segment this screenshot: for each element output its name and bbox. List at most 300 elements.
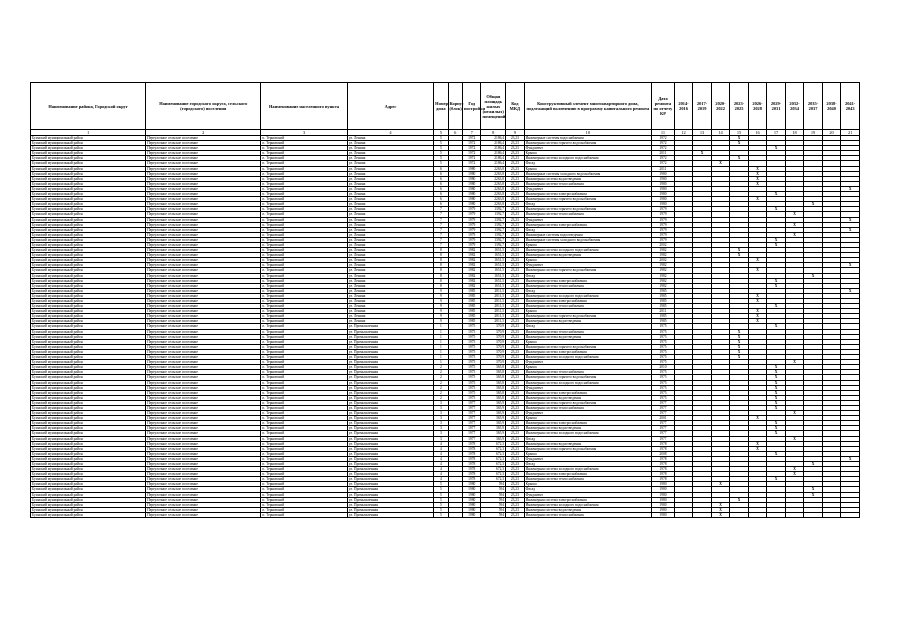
address-cell: ул. Промышленная — [347, 436, 433, 441]
period-mark: X — [767, 405, 786, 410]
element-cell: Инженерные системы холодного водоснабжения — [524, 171, 652, 176]
settlement-cell: Переулочное сельское поселение — [146, 375, 261, 380]
settlement-cell: Переулочное сельское поселение — [146, 181, 261, 186]
code-cell: 23,23 — [506, 497, 525, 502]
period-mark: X — [767, 426, 786, 431]
element-cell: Инженерные системы водоснабжения — [524, 136, 652, 141]
settlement-cell: Переулочное сельское поселение — [146, 273, 261, 278]
year-cell: 1975 — [462, 370, 481, 375]
house-number-cell: 1 — [434, 324, 448, 329]
repair-date-cell: 1985 — [652, 288, 675, 293]
district-cell: Буинский муниципальный район — [31, 492, 146, 497]
address-cell: ул. Ленина — [347, 171, 433, 176]
district-cell: Буинский муниципальный район — [31, 385, 146, 390]
period-mark: X — [748, 314, 767, 319]
address-cell: ул. Промышленная — [347, 329, 433, 334]
area-cell: 370,9 — [481, 334, 506, 339]
code-cell: 23,23 — [506, 507, 525, 512]
district-cell: Буинский муниципальный район — [31, 431, 146, 436]
locality-cell: п. Терновский — [261, 197, 347, 202]
address-cell: ул. Промышленная — [347, 456, 433, 461]
year-cell: 1985 — [462, 309, 481, 314]
area-cell: 594 — [481, 507, 506, 512]
locality-cell: п. Терновский — [261, 482, 347, 487]
settlement-cell: Переулочное сельское поселение — [146, 416, 261, 421]
address-cell: ул. Промышленная — [347, 482, 433, 487]
code-cell: 23,23 — [506, 227, 525, 232]
settlement-cell: Переулочное сельское поселение — [146, 227, 261, 232]
element-cell: Инженерная система водоотведения — [524, 319, 652, 324]
address-cell: ул. Ленина — [347, 283, 433, 288]
settlement-cell: Переулочное сельское поселение — [146, 314, 261, 319]
repair-date-cell: 1982 — [652, 273, 675, 278]
code-cell: 23,23 — [506, 217, 525, 222]
address-cell: ул. Ленина — [347, 192, 433, 197]
period-mark: X — [767, 146, 786, 151]
district-cell: Буинский муниципальный район — [31, 365, 146, 370]
house-number-cell: 1 — [434, 349, 448, 354]
district-cell: Буинский муниципальный район — [31, 497, 146, 502]
house-number-cell: 7 — [434, 242, 448, 247]
period-mark: X — [730, 253, 749, 258]
area-cell: 365,8 — [481, 390, 506, 395]
house-number-cell: 6 — [434, 192, 448, 197]
settlement-cell: Переулочное сельское поселение — [146, 186, 261, 191]
code-cell: 23,23 — [506, 176, 525, 181]
locality-cell: п. Терновский — [261, 411, 347, 416]
period-cell — [767, 512, 786, 517]
repair-program-table — [30, 82, 860, 518]
year-cell: 1979 — [462, 242, 481, 247]
district-cell: Буинский муниципальный район — [31, 482, 146, 487]
repair-date-cell: 1980 — [652, 171, 675, 176]
repair-date-cell: 1975 — [652, 349, 675, 354]
area-cell: 2811,5 — [481, 304, 506, 309]
house-number-cell: 9 — [434, 319, 448, 324]
year-cell: 1978 — [462, 456, 481, 461]
address-cell: ул. Ленина — [347, 237, 433, 242]
year-cell: 1982 — [462, 283, 481, 288]
repair-date-cell: 1977 — [652, 405, 675, 410]
locality-cell: п. Терновский — [261, 451, 347, 456]
repair-date-cell: 1978 — [652, 477, 675, 482]
settlement-cell: Переулочное сельское поселение — [146, 507, 261, 512]
element-cell: Крыша — [524, 416, 652, 421]
house-number-cell: 9 — [434, 288, 448, 293]
area-cell: 365,9 — [481, 405, 506, 410]
address-cell: ул. Ленина — [347, 299, 433, 304]
year-cell: 1978 — [462, 477, 481, 482]
district-cell: Буинский муниципальный район — [31, 136, 146, 141]
year-cell: 1975 — [462, 334, 481, 339]
repair-date-cell: 1978 — [652, 472, 675, 477]
code-cell: 23,23 — [506, 263, 525, 268]
settlement-cell: Переулочное сельское поселение — [146, 309, 261, 314]
element-cell: Инженерная система электроснабжения — [524, 349, 652, 354]
column-header: 2017-2019 — [693, 83, 712, 130]
address-cell: ул. Промышленная — [347, 416, 433, 421]
house-number-cell: 5 — [434, 151, 448, 156]
period-cell — [674, 512, 693, 517]
element-cell: Инженерная система горячего водоснабжения — [524, 446, 652, 451]
repair-date-cell: 1985 — [652, 319, 675, 324]
house-number-cell: 2 — [434, 380, 448, 385]
period-mark: X — [767, 431, 786, 436]
element-cell: Крыша — [524, 309, 652, 314]
settlement-cell: Переулочное сельское поселение — [146, 151, 261, 156]
district-cell: Буинский муниципальный район — [31, 416, 146, 421]
district-cell: Буинский муниципальный район — [31, 400, 146, 405]
year-cell: 1980 — [462, 512, 481, 517]
house-number-cell: 3 — [434, 431, 448, 436]
column-number: 21 — [841, 130, 860, 136]
year-cell: 1985 — [462, 304, 481, 309]
repair-date-cell: 1982 — [652, 263, 675, 268]
repair-date-cell: 1975 — [652, 395, 675, 400]
repair-date-cell: 1979 — [652, 227, 675, 232]
locality-cell: п. Терновский — [261, 497, 347, 502]
district-cell: Буинский муниципальный район — [31, 436, 146, 441]
repair-date-cell: 1975 — [652, 375, 675, 380]
locality-cell: п. Терновский — [261, 146, 347, 151]
repair-date-cell: 1972 — [652, 136, 675, 141]
code-cell: 23,23 — [506, 222, 525, 227]
element-cell: Инженерная система электроснабжения — [524, 472, 652, 477]
district-cell: Буинский муниципальный район — [31, 268, 146, 273]
year-cell: 1972 — [462, 161, 481, 166]
house-number-cell: 5 — [434, 502, 448, 507]
repair-date-cell: 1979 — [652, 237, 675, 242]
house-number-cell: 3 — [434, 416, 448, 421]
repair-date-cell: 1980 — [652, 181, 675, 186]
repair-date-cell: 1975 — [652, 355, 675, 360]
element-cell: Инженерная система электроснабжения — [524, 421, 652, 426]
period-cell — [785, 512, 804, 517]
period-mark: X — [711, 512, 730, 517]
settlement-cell: Переулочное сельское поселение — [146, 161, 261, 166]
address-cell: ул. Ленина — [347, 181, 433, 186]
repair-date-cell: 1980 — [652, 487, 675, 492]
address-cell: ул. Ленина — [347, 258, 433, 263]
column-header: 2035-2037 — [804, 83, 823, 130]
locality-cell: п. Терновский — [261, 314, 347, 319]
locality-cell: п. Терновский — [261, 217, 347, 222]
settlement-cell: Переулочное сельское поселение — [146, 283, 261, 288]
code-cell: 23,23 — [506, 283, 525, 288]
area-cell: 1651,5 — [481, 258, 506, 263]
address-cell: ул. Ленина — [347, 288, 433, 293]
locality-cell: п. Терновский — [261, 268, 347, 273]
repair-date-cell: 1972 — [652, 141, 675, 146]
district-cell: Буинский муниципальный район — [31, 426, 146, 431]
address-cell: ул. Промышленная — [347, 349, 433, 354]
repair-date-cell: 1975 — [652, 334, 675, 339]
district-cell: Буинский муниципальный район — [31, 151, 146, 156]
year-cell: 1979 — [462, 227, 481, 232]
address-cell: ул. Ленина — [347, 273, 433, 278]
address-cell: ул. Ленина — [347, 146, 433, 151]
area-cell: 672,3 — [481, 467, 506, 472]
area-cell: 1392,7 — [481, 242, 506, 247]
district-cell: Буинский муниципальный район — [31, 456, 146, 461]
element-cell: Фундамент — [524, 217, 652, 222]
settlement-cell: Переулочное сельское поселение — [146, 467, 261, 472]
district-cell: Буинский муниципальный район — [31, 507, 146, 512]
period-mark: X — [730, 497, 749, 502]
settlement-cell: Переулочное сельское поселение — [146, 166, 261, 171]
element-cell: Инженерная система холодного водоснабжения — [524, 293, 652, 298]
period-mark: X — [730, 141, 749, 146]
house-number-cell: 5 — [434, 161, 448, 166]
district-cell: Буинский муниципальный район — [31, 237, 146, 242]
element-cell: Фундамент — [524, 411, 652, 416]
code-cell: 23,23 — [506, 304, 525, 309]
house-number-cell: 6 — [434, 197, 448, 202]
house-number-cell: 4 — [434, 467, 448, 472]
year-cell: 1979 — [462, 237, 481, 242]
code-cell: 23,23 — [506, 365, 525, 370]
district-cell: Буинский муниципальный район — [31, 334, 146, 339]
house-number-cell: 2 — [434, 385, 448, 390]
year-cell: 1980 — [462, 176, 481, 181]
element-cell: Инженерная система холодного водоснабжения — [524, 431, 652, 436]
element-cell: Инженерная система холодного водоснабжения — [524, 467, 652, 472]
address-cell: ул. Промышленная — [347, 395, 433, 400]
area-cell: 1651,5 — [481, 268, 506, 273]
house-number-cell: 7 — [434, 227, 448, 232]
period-mark: X — [711, 502, 730, 507]
address-cell: ул. Промышленная — [347, 462, 433, 467]
code-cell: 23,23 — [506, 487, 525, 492]
settlement-cell: Переулочное сельское поселение — [146, 253, 261, 258]
district-cell: Буинский муниципальный район — [31, 446, 146, 451]
year-cell: 1977 — [462, 426, 481, 431]
area-cell: 2263,8 — [481, 176, 506, 181]
address-cell: ул. Ленина — [347, 186, 433, 191]
area-cell: 370,9 — [481, 339, 506, 344]
code-cell: 23,23 — [506, 202, 525, 207]
district-cell: Буинский муниципальный район — [31, 186, 146, 191]
year-cell: 1975 — [462, 355, 481, 360]
column-number: 18 — [785, 130, 804, 136]
code-cell: 23,23 — [506, 482, 525, 487]
locality-cell: п. Терновский — [261, 472, 347, 477]
house-number-cell: 8 — [434, 258, 448, 263]
locality-cell: п. Терновский — [261, 365, 347, 370]
repair-date-cell: 1977 — [652, 400, 675, 405]
column-header: Код МКД — [506, 83, 525, 130]
locality-cell: п. Терновский — [261, 151, 347, 156]
element-cell: Крыша — [524, 258, 652, 263]
settlement-cell: Переулочное сельское поселение — [146, 192, 261, 197]
year-cell: 1980 — [462, 197, 481, 202]
settlement-cell: Переулочное сельское поселение — [146, 451, 261, 456]
address-cell: ул. Промышленная — [347, 411, 433, 416]
area-cell: 2811,5 — [481, 319, 506, 324]
settlement-cell: Переулочное сельское поселение — [146, 344, 261, 349]
address-cell: ул. Ленина — [347, 232, 433, 237]
period-mark: X — [785, 472, 804, 477]
column-header: 2029-2031 — [767, 83, 786, 130]
period-mark: X — [841, 186, 860, 191]
district-cell: Буинский муниципальный район — [31, 197, 146, 202]
settlement-cell: Переулочное сельское поселение — [146, 456, 261, 461]
column-number: 11 — [652, 130, 675, 136]
column-header: Наименование района, Городской округ — [31, 83, 146, 130]
house-number-cell: 6 — [434, 181, 448, 186]
area-cell: 370,9 — [481, 344, 506, 349]
house-number-cell: 8 — [434, 273, 448, 278]
locality-cell: п. Терновский — [261, 293, 347, 298]
column-number: 3 — [261, 130, 347, 136]
area-cell: 1392,7 — [481, 222, 506, 227]
district-cell: Буинский муниципальный район — [31, 217, 146, 222]
column-number: 9 — [506, 130, 525, 136]
code-cell: 23,23 — [506, 288, 525, 293]
repair-date-cell: 1980 — [652, 507, 675, 512]
year-cell: 1977 — [462, 431, 481, 436]
settlement-cell: Переулочное сельское поселение — [146, 380, 261, 385]
area-cell: 370,9 — [481, 329, 506, 334]
column-number: 4 — [347, 130, 433, 136]
address-cell: ул. Промышленная — [347, 380, 433, 385]
area-cell: 1392,7 — [481, 227, 506, 232]
period-mark: X — [730, 136, 749, 141]
period-mark: X — [767, 390, 786, 395]
year-cell: 1982 — [462, 278, 481, 283]
locality-cell: п. Терновский — [261, 507, 347, 512]
year-cell: 1982 — [462, 248, 481, 253]
period-mark: X — [841, 263, 860, 268]
locality-cell: п. Терновский — [261, 258, 347, 263]
period-mark: X — [767, 365, 786, 370]
period-mark: X — [785, 436, 804, 441]
repair-date-cell: 1980 — [652, 512, 675, 517]
area-cell: 365,9 — [481, 411, 506, 416]
period-mark: X — [748, 268, 767, 273]
area-cell: 2263,8 — [481, 197, 506, 202]
locality-cell: п. Терновский — [261, 421, 347, 426]
district-cell: Буинский муниципальный район — [31, 370, 146, 375]
code-cell: 23,23 — [506, 207, 525, 212]
element-cell: Инженерная система теплоснабжения — [524, 304, 652, 309]
settlement-cell: Переулочное сельское поселение — [146, 171, 261, 176]
address-cell: ул. Ленина — [347, 263, 433, 268]
element-cell: Инженерная система горячего водоснабжения — [524, 141, 652, 146]
district-cell: Буинский муниципальный район — [31, 273, 146, 278]
code-cell: 23,23 — [506, 390, 525, 395]
year-cell: 1979 — [462, 212, 481, 217]
locality-cell: п. Терновский — [261, 349, 347, 354]
program-sheet — [30, 82, 860, 518]
house-number-cell: 1 — [434, 329, 448, 334]
address-cell: ул. Ленина — [347, 166, 433, 171]
locality-cell: п. Терновский — [261, 227, 347, 232]
locality-cell: п. Терновский — [261, 487, 347, 492]
element-cell: Инженерная система теплоснабжения — [524, 329, 652, 334]
year-cell: 1980 — [462, 202, 481, 207]
element-cell: Инженерная система электроснабжения — [524, 299, 652, 304]
locality-cell: п. Терновский — [261, 186, 347, 191]
area-cell: 672,3 — [481, 446, 506, 451]
house-number-cell: 7 — [434, 232, 448, 237]
code-cell: 23,23 — [506, 309, 525, 314]
house-number-cell: 1 — [434, 344, 448, 349]
locality-cell: п. Терновский — [261, 339, 347, 344]
period-mark: X — [767, 400, 786, 405]
repair-date-cell: 1977 — [652, 426, 675, 431]
settlement-cell: Переулочное сельское поселение — [146, 497, 261, 502]
element-cell: Инженерная система горячего водоснабжения — [524, 197, 652, 202]
period-mark: X — [841, 288, 860, 293]
house-number-cell: 5 — [434, 497, 448, 502]
district-cell: Буинский муниципальный район — [31, 181, 146, 186]
year-cell: 1985 — [462, 293, 481, 298]
period-mark: X — [785, 212, 804, 217]
house-number-cell: 4 — [434, 446, 448, 451]
house-number-cell: 4 — [434, 456, 448, 461]
locality-cell: п. Терновский — [261, 456, 347, 461]
address-cell: ул. Ленина — [347, 242, 433, 247]
locality-cell: п. Терновский — [261, 436, 347, 441]
settlement-cell: Переулочное сельское поселение — [146, 492, 261, 497]
locality-cell: п. Терновский — [261, 492, 347, 497]
element-cell: Инженерная система водоотведения — [524, 176, 652, 181]
year-cell: 1975 — [462, 385, 481, 390]
area-cell: 1651,5 — [481, 248, 506, 253]
area-cell: 672,3 — [481, 477, 506, 482]
locality-cell: п. Терновский — [261, 390, 347, 395]
settlement-cell: Переулочное сельское поселение — [146, 136, 261, 141]
repair-date-cell: 1975 — [652, 339, 675, 344]
district-cell: Буинский муниципальный район — [31, 487, 146, 492]
house-number-cell: 5 — [434, 136, 448, 141]
settlement-cell: Переулочное сельское поселение — [146, 365, 261, 370]
element-cell: Инженерная система горячего водоснабжения — [524, 400, 652, 405]
year-cell: 1980 — [462, 482, 481, 487]
district-cell: Буинский муниципальный район — [31, 156, 146, 161]
element-cell: Инженерная система водоотведения — [524, 334, 652, 339]
house-number-cell: 6 — [434, 202, 448, 207]
repair-date-cell: 1972 — [652, 146, 675, 151]
element-cell: Инженерная система электроснабжения — [524, 497, 652, 502]
year-cell: 1982 — [462, 253, 481, 258]
settlement-cell: Переулочное сельское поселение — [146, 288, 261, 293]
area-cell: 1651,5 — [481, 253, 506, 258]
locality-cell: п. Терновский — [261, 324, 347, 329]
period-mark: X — [767, 477, 786, 482]
element-cell: Фундамент — [524, 385, 652, 390]
district-cell: Буинский муниципальный район — [31, 171, 146, 176]
settlement-cell: Переулочное сельское поселение — [146, 441, 261, 446]
year-cell: 1982 — [462, 258, 481, 263]
address-cell: ул. Промышленная — [347, 334, 433, 339]
element-cell: Инженерная система водоотведения — [524, 426, 652, 431]
period-mark: X — [748, 166, 767, 171]
element-cell: Фундамент — [524, 146, 652, 151]
house-number-cell: 9 — [434, 309, 448, 314]
district-cell: Буинский муниципальный район — [31, 242, 146, 247]
settlement-cell: Переулочное сельское поселение — [146, 237, 261, 242]
locality-cell: п. Терновский — [261, 344, 347, 349]
column-header: Дата ремонта по отчету КР — [652, 83, 675, 130]
address-cell: ул. Ленина — [347, 161, 433, 166]
locality-cell: п. Терновский — [261, 273, 347, 278]
address-cell: ул. Ленина — [347, 197, 433, 202]
locality-cell: п. Терновский — [261, 299, 347, 304]
code-cell: 23,23 — [506, 416, 525, 421]
column-header: Год постройки — [462, 83, 481, 130]
